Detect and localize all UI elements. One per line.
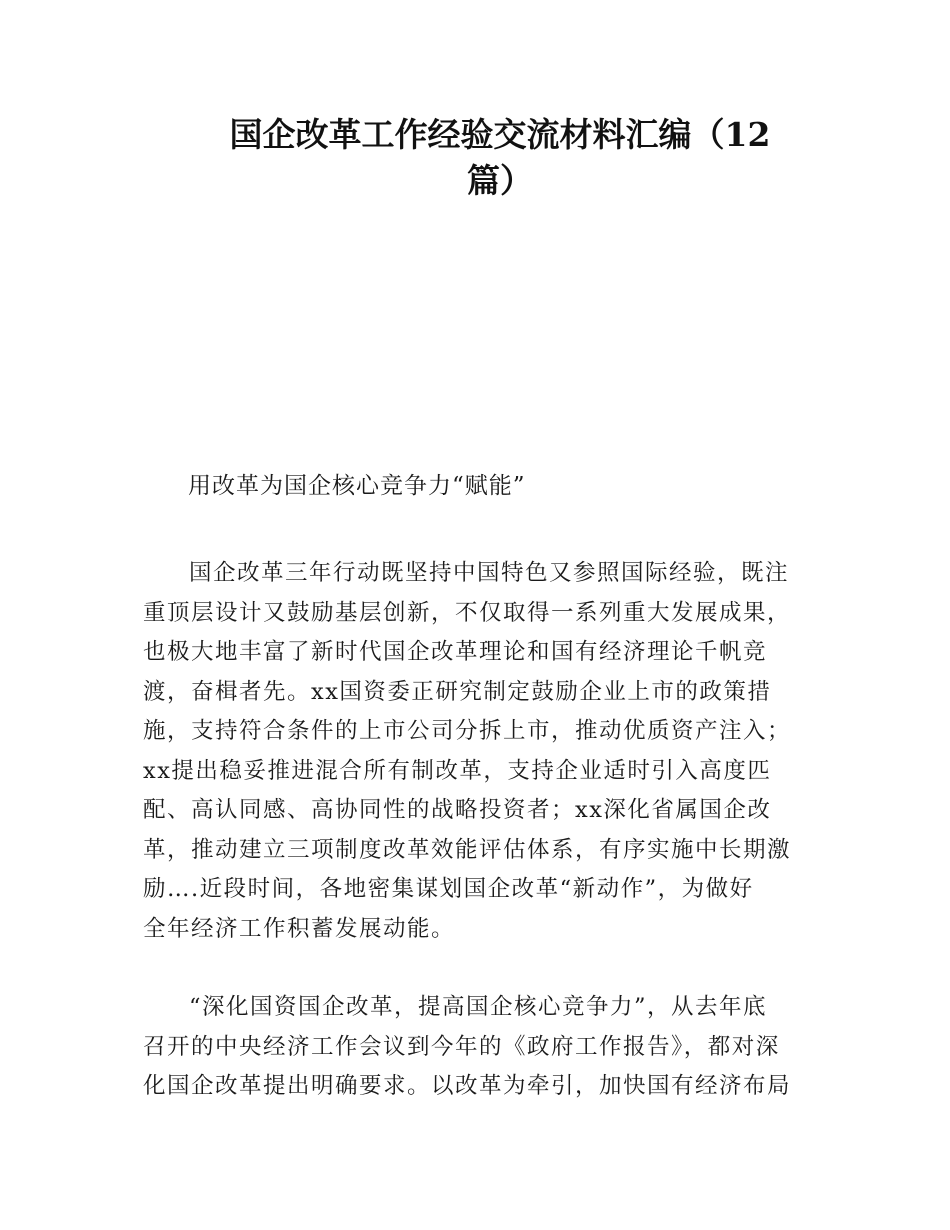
paragraph-line: 化国企改革提出明确要求。以改革为牵引，加快国有经济布局 — [143, 1073, 792, 1099]
title-line-2: 篇） — [467, 161, 533, 200]
paragraph-2 — [143, 988, 813, 1107]
section-subtitle: 用改革为国企核心竞争力“赋能” — [188, 473, 526, 499]
document-title — [215, 112, 785, 204]
paragraph-line: 召开的中央经济工作会议到今年的《政府工作报告》，都对深 — [143, 1033, 780, 1060]
title-line-1: 国企改革工作经验交流材料汇编（12 — [229, 115, 771, 154]
paragraph-line: 国企改革三年行动既坚持中国特色又参照国际经验，既注 — [189, 560, 790, 586]
paragraph-line: 励….近段时间，各地密集谋划国企改革“新动作”，为做好 — [143, 876, 754, 902]
paragraph-line: “深化国资国企改革，提高国企核心竞争力”，从去年底 — [189, 994, 768, 1020]
paragraph-line: xx提出稳妥推进混合所有制改革，支持企业适时引入高度匹 — [143, 757, 772, 784]
paragraph-line: 施，支持符合条件的上市公司分拆上市，推动优质资产注入； — [143, 718, 792, 744]
paragraph-line: 也极大地丰富了新时代国企改革理论和国有经济理论千帆竞 — [143, 639, 768, 665]
paragraph-line: 全年经济工作积蓄发展动能。 — [143, 915, 456, 942]
paragraph-line: 渡，奋楫者先。xx国资委正研究制定鼓励企业上市的政策措 — [143, 678, 772, 705]
paragraph-line: 革，推动建立三项制度改革效能评估体系，有序实施中长期激 — [143, 836, 792, 863]
paragraph-1 — [143, 554, 813, 949]
paragraph-line: 配、高认同感、高协同性的战略投资者；xx深化省属国企改 — [143, 797, 772, 823]
paragraph-line: 重顶层设计又鼓励基层创新，不仅取得一系列重大发展成果， — [143, 599, 792, 626]
